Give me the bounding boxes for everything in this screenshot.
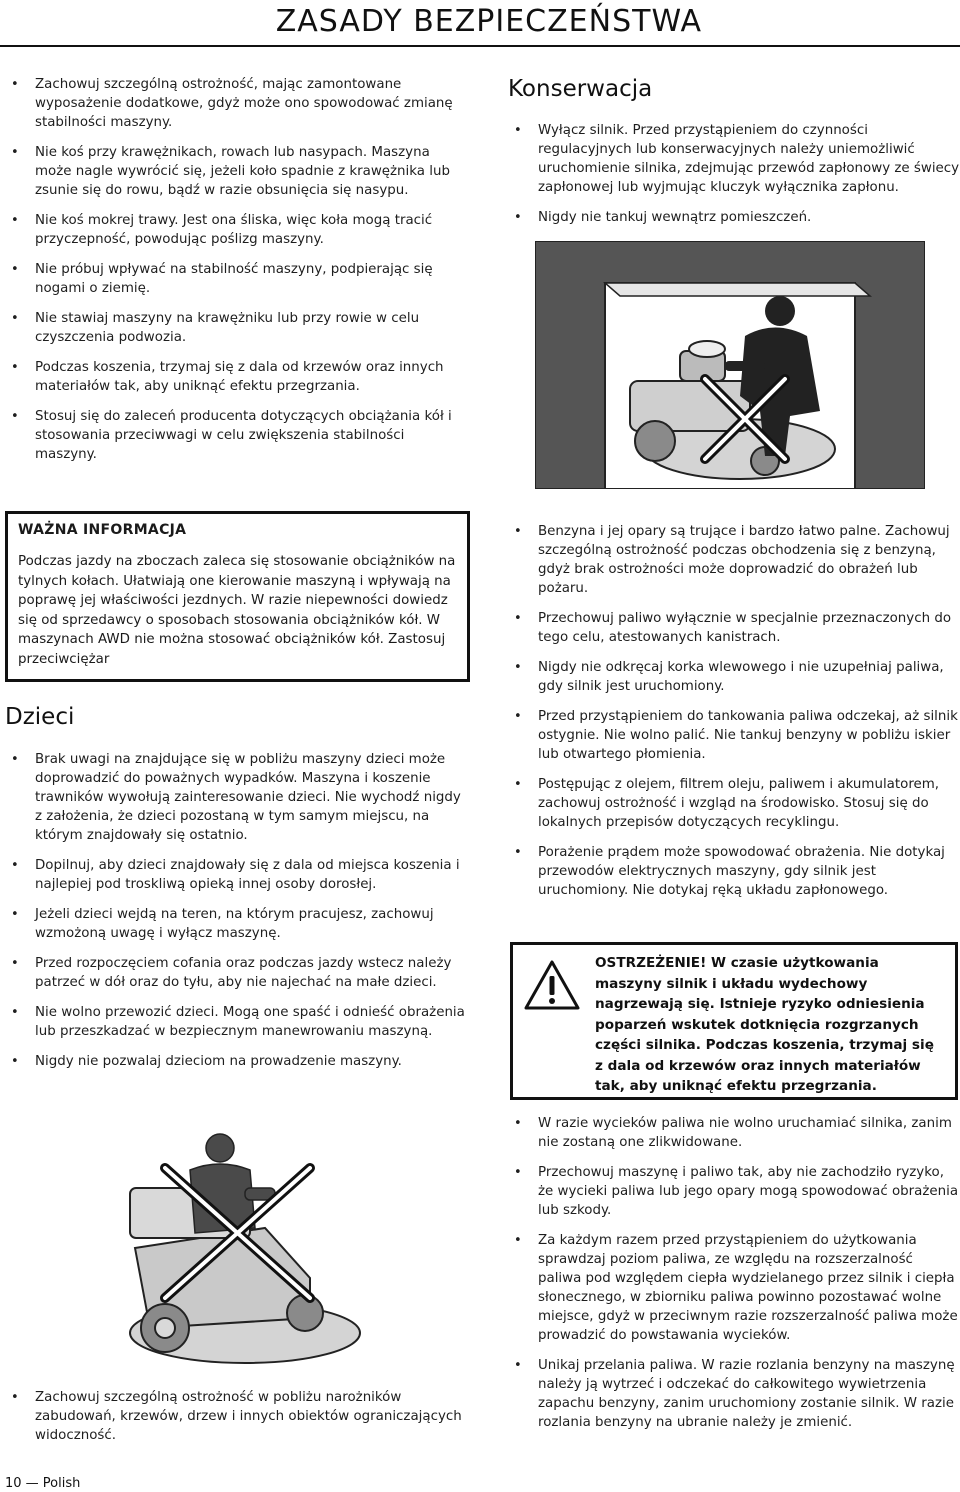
list-item: • Przed rozpoczęciem cofania oraz podczas jazdy wstecz należy patrzeć w dół oraz do tyłu, aby nie najechać na małe dzieci. xyxy=(5,954,467,992)
list-item: • Nie próbuj wpływać na stabilność maszyny, podpierając się nogami o ziemię. xyxy=(5,260,465,298)
fuel-storage-list xyxy=(508,1114,960,1432)
maintenance-section xyxy=(508,121,960,227)
child-on-mower-illustration xyxy=(95,1128,370,1373)
list-item: • Nie wolno przewozić dzieci. Mogą one spaść i odnieść obrażenia lub przeszkadzać w bezpiecznym manewrowaniu maszyną. xyxy=(5,1003,467,1041)
children-heading: Dzieci xyxy=(5,704,75,730)
maintenance-heading: Konserwacja xyxy=(508,76,653,102)
list-item: • W razie wycieków paliwa nie wolno uruchamiać silnika, zanim nie zostaną one zlikwidowane. xyxy=(508,1114,960,1152)
list-item: • Nie koś przy krawężnikach, rowach lub nasypach. Maszyna może nagle wywrócić się, jeżeli koło spadnie z krawężnika lub zsunie się do rowu, bądź w razie obsunięcia się nasypu. xyxy=(5,143,465,200)
info-box-text: Podczas jazdy na zboczach zaleca się stosowanie obciążników na tylnych kołach. Ułatwiają one kierowanie maszyną i wpływają na poprawę jej właściwości jezdnych. W razie niepewności dowiedz się od sprzedawcy o sposobach stosowania obciążników kół. W maszynach AWD nie można stosować obciążników kół. Zastosuj przeciwciężar xyxy=(18,554,456,667)
fuel-safety-section xyxy=(508,522,960,900)
list-item: • Dopilnuj, aby dzieci znajdowały się z dala od miejsca koszenia i najlepiej pod troskliwą opieką innej osoby dorosłej. xyxy=(5,856,467,894)
list-item: • Za każdym razem przed przystąpieniem do użytkowania sprawdzaj poziom paliwa, ze względu na rozszerzalność paliwa pod względem ciepła wydzielanego przez silnik i ciepła słonecznego, w zbiorniku paliwa powinno pozostawać wolne miejsce, gdyż w przeciwnym razie rozszerzalność paliwa może prowadzić do powstawania wycieków. xyxy=(508,1231,960,1345)
warning-box xyxy=(510,942,958,1100)
list-item: • Nigdy nie pozwalaj dzieciom na prowadzenie maszyny. xyxy=(5,1052,467,1071)
list-item: • Nie stawiaj maszyny na krawężniku lub przy rowie w celu czyszczenia podwozia. xyxy=(5,309,465,347)
list-item: • Przed przystąpieniem do tankowania paliwa odczekaj, aż silnik ostygnie. Nie wolno palić. Nie tankuj benzyny w pobliżu iskier lub otwartego płomienia. xyxy=(508,707,960,764)
fuel-safety-list xyxy=(508,522,960,900)
list-item: • Nigdy nie tankuj wewnątrz pomieszczeń. xyxy=(508,208,960,227)
list-item: • Zachowuj szczególną ostrożność w pobliżu narożników zabudowań, krzewów, drzew i innych obiektów ograniczających widoczność. xyxy=(5,1388,467,1445)
list-item: • Podczas koszenia, trzymaj się z dala od krzewów oraz innych materiałów tak, aby uniknąć efektu przegrzania. xyxy=(5,358,465,396)
page-footer: 10 — Polish xyxy=(5,1476,81,1491)
list-item: • Nie koś mokrej trawy. Jest ona śliska, więc koła mogą tracić przyczepność, powodując poślizg maszyny. xyxy=(5,211,465,249)
list-item: • Nigdy nie odkręcaj korka wlewowego i nie uzupełniaj paliwa, gdy silnik jest uruchomiony. xyxy=(508,658,960,696)
maintenance-list xyxy=(508,121,960,227)
list-item: • Zachowuj szczególną ostrożność, mając zamontowane wyposażenie dodatkowe, gdyż może ono spowodować zmianę stabilności maszyny. xyxy=(5,75,465,132)
list-item: • Przechowuj paliwo wyłącznie w specjalnie przeznaczonych do tego celu, atestowanych kanistrach. xyxy=(508,609,960,647)
left-bottom-section xyxy=(5,1388,467,1445)
left-bottom-list xyxy=(5,1388,467,1445)
children-list xyxy=(5,750,467,1071)
list-item: • Stosuj się do zaleceń producenta dotyczących obciążania kół i stosowania przeciwwagi w celu zwiększenia stabilności maszyny. xyxy=(5,407,465,464)
left-top-section xyxy=(5,75,465,464)
page-title: ZASADY BEZPIECZEŃSTWA xyxy=(275,4,702,39)
warning-triangle-icon xyxy=(523,959,581,1011)
info-box-title: WAŻNA INFORMACJA xyxy=(18,522,187,538)
list-item: • Przechowuj maszynę i paliwo tak, aby nie zachodziło ryzyko, że wycieki paliwa lub jego opary mogą spowodować obrażenia lub szkody. xyxy=(508,1163,960,1220)
header-divider xyxy=(0,45,960,47)
warning-text: OSTRZEŻENIE! W czasie użytkowania maszyny silnik i układu wydechowy nagrzewają się. Istnieje ryzyko odniesienia poparzeń wskutek dotknięcia rozgrzanych części silnika. Podczas koszenia, trzymaj się z dala od krzewów oraz innych materiałów tak, aby uniknąć efektu przegrzania. xyxy=(595,955,934,1094)
children-section xyxy=(5,750,467,1071)
page-header xyxy=(0,0,960,46)
list-item: • Jeżeli dzieci wejdą na teren, na którym pracujesz, zachowuj wzmożoną uwagę i wyłącz maszynę. xyxy=(5,905,467,943)
important-info-box xyxy=(5,511,470,682)
fuel-storage-section xyxy=(508,1114,960,1432)
list-item: • Postępując z olejem, filtrem oleju, paliwem i akumulatorem, zachowuj ostrożność i wzgląd na środowisko. Stosuj się do lokalnych przepisów dotyczących recyklingu. xyxy=(508,775,960,832)
list-item: • Benzyna i jej opary są trujące i bardzo łatwo palne. Zachowuj szczególną ostrożność podczas obchodzenia się z benzyną, gdyż brak ostrożności może doprowadzić do obrażeń lub pożaru. xyxy=(508,522,960,598)
list-item: • Unikaj przelania paliwa. W razie rozlania benzyny na maszynę należy ją wytrzeć i odczekać do całkowitego wywietrzenia zapachu benzyny, zanim uruchomiony zostanie silnik. W razie rozlania benzyny na ubranie należy je zmienić. xyxy=(508,1356,960,1432)
garage-refuel-illustration xyxy=(535,241,925,489)
list-item: • Brak uwagi na znajdujące się w pobliżu maszyny dzieci może doprowadzić do poważnych wypadków. Maszyna i koszenie trawników wywołują zainteresowanie dzieci. Nie wychodź nigdy z założenia, że dzieci pozostaną w tym samym miejscu, na którym znajdowały się ostatnio. xyxy=(5,750,467,845)
list-item: • Wyłącz silnik. Przed przystąpieniem do czynności regulacyjnych lub konserwacyjnych należy uniemożliwić uruchomienie silnika, zdejmując przewód zapłonowy ze świecy zapłonowej lub wyjmując kluczyk wyłącznika zapłonu. xyxy=(508,121,960,197)
list-item: • Porażenie prądem może spowodować obrażenia. Nie dotykaj przewodów elektrycznych maszyny, gdy silnik jest uruchomiony. Nie dotykaj ręką układu zapłonowego. xyxy=(508,843,960,900)
left-top-list xyxy=(5,75,465,464)
